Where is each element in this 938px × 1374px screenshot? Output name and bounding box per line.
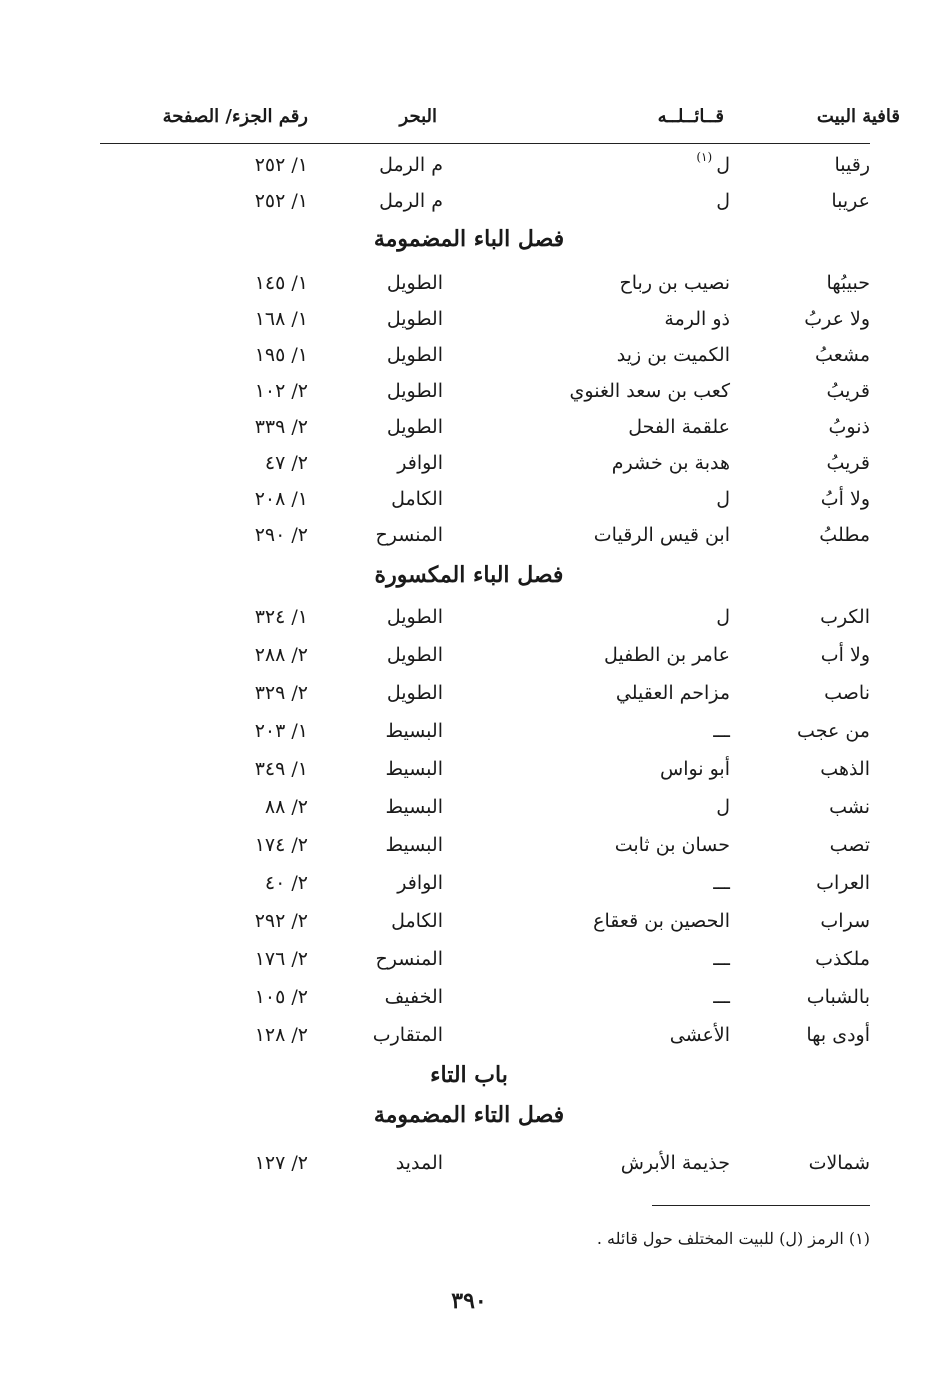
table-row [0,946,938,976]
reference-cell: ٢/ ٤٧ [264,452,308,474]
poet-cell: الأعشى [669,1024,730,1046]
poet-cell: ل [716,488,730,510]
meter-cell: م الرمل [379,154,443,176]
rhyme-cell: سراب [820,910,870,932]
header-rhyme: قافية البيت [816,106,900,127]
rhyme-cell: تصب [829,834,870,856]
rhyme-cell: عريبا [831,190,870,212]
table-row [0,270,938,300]
reference-cell: ١/ ٢٠٨ [254,488,308,510]
reference-cell: ١/ ١٩٥ [254,344,308,366]
meter-cell: الوافر [397,872,443,894]
header-divider [100,143,870,144]
table-row [0,188,938,218]
meter-cell: الطويل [386,606,443,628]
meter-cell: المنسرح [375,524,443,546]
meter-cell: البسيط [385,834,443,856]
chapter-heading: باب التاء [430,1062,508,1088]
reference-cell: ٢/ ٣٣٩ [254,416,308,438]
reference-cell: ٢/ ١٧٦ [254,948,308,970]
poet-cell: ـــ [713,948,730,970]
poet-cell: مزاحم العقيلي [615,682,730,704]
poet-cell: ل [716,190,730,212]
meter-cell: المديد [395,1152,443,1174]
reference-cell: ٢/ ٢٨٨ [254,644,308,666]
table-row [0,908,938,938]
poet-cell: عامر بن الطفيل [603,644,730,666]
meter-cell: الطويل [386,380,443,402]
poet-cell: هدبة بن خشرم [611,452,730,474]
table-row [0,486,938,516]
rhyme-cell: ولا أبُ [820,488,870,510]
rhyme-cell: من عجب [797,720,870,742]
footnote-marker: (١) [696,150,713,164]
poet-cell: ـــ [713,872,730,894]
footnote: (١) الرمز (ل) للبيت المختلف حول قائله . [596,1229,870,1248]
table-row [0,984,938,1014]
meter-cell: البسيط [385,796,443,818]
table-row [0,450,938,480]
table-row [0,642,938,672]
poet-cell: ل [716,606,730,628]
table-row [0,378,938,408]
meter-cell: الطويل [386,344,443,366]
reference-cell: ٢/ ٨٨ [264,796,308,818]
section-heading: فصل الباء المضمومة [373,226,565,252]
table-row [0,870,938,900]
poet-cell: نصيب بن رباح [619,272,730,294]
table-row [0,342,938,372]
meter-cell: المتقارب [372,1024,443,1046]
reference-cell: ٢/ ٢٩٢ [254,910,308,932]
rhyme-cell: ملكذب [815,948,870,970]
meter-cell: الخفيف [384,986,443,1008]
poet-cell: أبو نواس [660,758,730,780]
rhyme-cell: العراب [816,872,870,894]
poet-cell: الحصين بن قعقاع [593,910,730,932]
rhyme-cell: مطلبُ [819,524,870,546]
reference-cell: ١/ ١٦٨ [254,308,308,330]
reference-cell: ٢/ ١٠٢ [254,380,308,402]
poet-cell: الكميت بن زيد [616,344,730,366]
table-row [0,604,938,634]
meter-cell: البسيط [385,758,443,780]
meter-cell: البسيط [385,720,443,742]
poet-cell: كعب بن سعد الغنوي [569,380,730,402]
rhyme-cell: قريبُ [826,380,870,402]
reference-cell: ٢/ ١٢٨ [254,1024,308,1046]
poet-cell: ل [716,796,730,818]
reference-cell: ١/ ٣٤٩ [254,758,308,780]
poet-cell: ل$^{(١)}$ [696,150,730,176]
table-row [0,832,938,862]
reference-cell: ١/ ٢٠٣ [254,720,308,742]
table-row [0,680,938,710]
reference-cell: ٢/ ٣٢٩ [254,682,308,704]
table-row [0,756,938,786]
poet-cell: حسان بن ثابت [614,834,730,856]
poet-cell: علقمة الفحل [628,416,730,438]
table-row [0,414,938,444]
table-row [0,1022,938,1052]
meter-cell: الطويل [386,416,443,438]
table-row [0,794,938,824]
poet-cell: ذو الرمة [664,308,730,330]
reference-cell: ٢/ ٢٩٠ [254,524,308,546]
meter-cell: الطويل [386,272,443,294]
poet-cell: ابن قيس الرقيات [593,524,730,546]
meter-cell: م الرمل [379,190,443,212]
meter-cell: الوافر [397,452,443,474]
rhyme-cell: الكرب [820,606,870,628]
poet-cell: ـــ [713,986,730,1008]
reference-cell: ١/ ١٤٥ [254,272,308,294]
rhyme-cell: رقيبا [834,154,870,176]
reference-cell: ١/ ٣٢٤ [254,606,308,628]
rhyme-cell: ناصب [824,682,870,704]
meter-cell: الكامل [391,910,443,932]
meter-cell: الطويل [386,644,443,666]
reference-cell: ٢/ ١٧٤ [254,834,308,856]
table-row [0,152,938,182]
rhyme-cell: الذهب [820,758,870,780]
header-meter: البحر [399,106,437,127]
table-row [0,1150,938,1180]
meter-cell: الكامل [391,488,443,510]
header-ref: رقم الجزء/ الصفحة [162,106,308,127]
section-heading: فصل الباء المكسورة [374,562,564,588]
meter-cell: المنسرح [375,948,443,970]
rhyme-cell: ولا أب [820,644,870,666]
page-number: ٣٩٠ [451,1288,487,1314]
reference-cell: ٢/ ٤٠ [264,872,308,894]
rhyme-cell: ذنوبُ [828,416,870,438]
table-header [100,100,900,140]
rhyme-cell: قريبُ [826,452,870,474]
meter-cell: الطويل [386,682,443,704]
header-poet: قــائــلــه [657,106,724,127]
reference-cell: ٢/ ١٠٥ [254,986,308,1008]
rhyme-cell: شمالات [808,1152,870,1174]
meter-cell: الطويل [386,308,443,330]
rhyme-cell: أودى بها [806,1024,870,1046]
table-row [0,306,938,336]
section-heading: فصل التاء المضمومة [373,1102,565,1128]
footnote-divider [652,1205,870,1206]
rhyme-cell: ولا عربُ [804,308,870,330]
table-row [0,718,938,748]
table-row [0,522,938,552]
rhyme-cell: نشب [829,796,870,818]
reference-cell: ٢/ ١٢٧ [254,1152,308,1174]
poet-cell: ـــ [713,720,730,742]
rhyme-cell: بالشباب [806,986,870,1008]
poet-cell: جذيمة الأبرش [620,1152,730,1174]
rhyme-cell: حبيبُها [826,272,870,294]
reference-cell: ١/ ٢٥٢ [254,190,308,212]
reference-cell: ١/ ٢٥٢ [254,154,308,176]
rhyme-cell: مشعبُ [815,344,870,366]
